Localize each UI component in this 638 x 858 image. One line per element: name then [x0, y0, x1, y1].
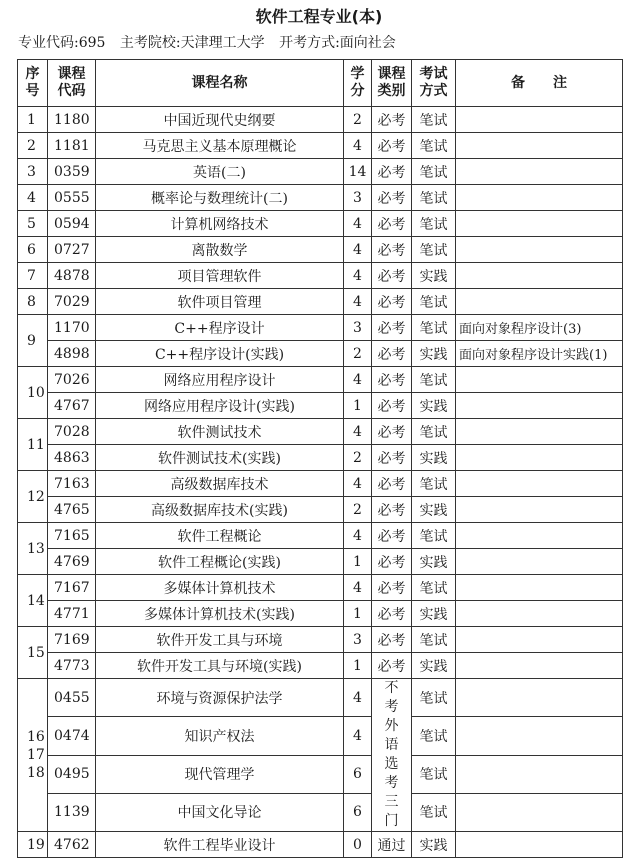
credit-cell: 4: [344, 471, 372, 497]
table-row: [18, 159, 623, 185]
seq-cell: 2: [18, 133, 48, 159]
exam-cell: 笔试: [412, 367, 456, 393]
exam-cell: 笔试: [412, 679, 456, 717]
exam-cell: 实践: [412, 497, 456, 523]
credit-cell: 14: [344, 159, 372, 185]
credit-cell: 1: [344, 601, 372, 627]
seq-cell: 4: [18, 185, 48, 211]
credit-cell: 1: [344, 653, 372, 679]
name-cell: 软件测试技术(实践): [96, 445, 344, 471]
code-cell: 7029: [48, 289, 96, 315]
credit-cell: 4: [344, 211, 372, 237]
seq-cell: 19: [18, 832, 48, 858]
exam-cell: 笔试: [412, 793, 456, 831]
table-row: [18, 471, 623, 497]
type-cell: 必考: [372, 575, 412, 601]
table-row: [18, 601, 623, 627]
exam-cell: 笔试: [412, 133, 456, 159]
credit-cell: 2: [344, 107, 372, 133]
table-row: [18, 793, 623, 831]
header-exam: 考试 方式: [412, 60, 456, 107]
table-row: [18, 211, 623, 237]
code-cell: 0594: [48, 211, 96, 237]
code-cell: 0455: [48, 679, 96, 717]
credit-cell: 4: [344, 679, 372, 717]
credit-cell: 3: [344, 627, 372, 653]
type-cell: 必考: [372, 549, 412, 575]
name-cell: 英语(二): [96, 159, 344, 185]
table-row: [18, 755, 623, 793]
type-cell: 必考: [372, 237, 412, 263]
credit-cell: 4: [344, 367, 372, 393]
code-cell: 1139: [48, 793, 96, 831]
table-row: [18, 653, 623, 679]
credit-cell: 4: [344, 133, 372, 159]
table-row: [18, 627, 623, 653]
name-cell: 项目管理软件: [96, 263, 344, 289]
credit-cell: 1: [344, 393, 372, 419]
table-row: [18, 549, 623, 575]
name-cell: C++程序设计(实践): [96, 341, 344, 367]
exam-cell: 笔试: [412, 575, 456, 601]
code-cell: 0359: [48, 159, 96, 185]
credit-cell: 4: [344, 289, 372, 315]
code-cell: 4771: [48, 601, 96, 627]
name-cell: 网络应用程序设计(实践): [96, 393, 344, 419]
code-cell: 7026: [48, 367, 96, 393]
table-row: [18, 185, 623, 211]
type-cell: 必考: [372, 393, 412, 419]
name-cell: 离散数学: [96, 237, 344, 263]
credit-cell: 2: [344, 445, 372, 471]
note-cell: [456, 832, 623, 858]
credit-cell: 2: [344, 341, 372, 367]
header-credit: 学 分: [344, 60, 372, 107]
table-row: [18, 445, 623, 471]
note-cell: [456, 419, 623, 445]
credit-cell: 4: [344, 523, 372, 549]
code-cell: 4773: [48, 653, 96, 679]
exam-cell: 笔试: [412, 755, 456, 793]
code-cell: 4898: [48, 341, 96, 367]
seq-cell: 13: [18, 523, 48, 575]
code-cell: 7163: [48, 471, 96, 497]
code-cell: 4863: [48, 445, 96, 471]
table-row: [18, 497, 623, 523]
page-title: 软件工程专业(本): [255, 7, 383, 26]
exam-cell: 笔试: [412, 159, 456, 185]
table-row: [18, 523, 623, 549]
table-row: [18, 107, 623, 133]
code-cell: 7165: [48, 523, 96, 549]
note-cell: [456, 627, 623, 653]
seq-cell: 10: [18, 367, 48, 419]
exam-cell: 笔试: [412, 717, 456, 755]
type-cell: 必考: [372, 445, 412, 471]
exam-cell: 笔试: [412, 471, 456, 497]
code-cell: 0727: [48, 237, 96, 263]
header-seq: 序 号: [18, 60, 48, 107]
exam-cell: 实践: [412, 601, 456, 627]
credit-cell: 4: [344, 263, 372, 289]
table-row: [18, 575, 623, 601]
name-cell: 现代管理学: [96, 755, 344, 793]
note-cell: [456, 263, 623, 289]
seq-cell: 14: [18, 575, 48, 627]
code-cell: 4769: [48, 549, 96, 575]
seq-cell: 8: [18, 289, 48, 315]
seq-cell: 11: [18, 419, 48, 471]
table-row: [18, 393, 623, 419]
table-row: [18, 263, 623, 289]
name-cell: 概率论与数理统计(二): [96, 185, 344, 211]
exam-cell: 笔试: [412, 523, 456, 549]
code-cell: 4765: [48, 497, 96, 523]
table-row: [18, 341, 623, 367]
exam-cell: 实践: [412, 341, 456, 367]
name-cell: 软件工程概论(实践): [96, 549, 344, 575]
table-row: [18, 289, 623, 315]
name-cell: 高级数据库技术(实践): [96, 497, 344, 523]
credit-cell: 6: [344, 793, 372, 831]
exam-mode: 开考方式:面向社会: [279, 35, 396, 51]
note-cell: [456, 185, 623, 211]
exam-cell: 实践: [412, 832, 456, 858]
name-cell: 中国文化导论: [96, 793, 344, 831]
exam-cell: 笔试: [412, 419, 456, 445]
header-note: 备 注: [456, 60, 623, 107]
table-row: [18, 679, 623, 717]
note-cell: [456, 717, 623, 755]
name-cell: 多媒体计算机技术: [96, 575, 344, 601]
exam-cell: 实践: [412, 263, 456, 289]
type-cell: 必考: [372, 523, 412, 549]
credit-cell: 4: [344, 575, 372, 601]
major-code: 专业代码:695: [18, 35, 106, 51]
type-cell: 必考: [372, 185, 412, 211]
seq-cell: 15: [18, 627, 48, 679]
credit-cell: 6: [344, 755, 372, 793]
name-cell: C++程序设计: [96, 315, 344, 341]
credit-cell: 0: [344, 832, 372, 858]
note-cell: [456, 549, 623, 575]
credit-cell: 3: [344, 315, 372, 341]
name-cell: 高级数据库技术: [96, 471, 344, 497]
seq-cell: 9: [18, 315, 48, 367]
type-cell: 必考: [372, 107, 412, 133]
type-cell: 必考: [372, 653, 412, 679]
type-cell: 必考: [372, 497, 412, 523]
code-cell: 1181: [48, 133, 96, 159]
name-cell: 中国近现代史纲要: [96, 107, 344, 133]
table-row: [18, 133, 623, 159]
exam-cell: 笔试: [412, 211, 456, 237]
note-cell: [456, 471, 623, 497]
type-cell: 必考: [372, 133, 412, 159]
header-type: 课程 类别: [372, 60, 412, 107]
name-cell: 马克思主义基本原理概论: [96, 133, 344, 159]
note-cell: [456, 133, 623, 159]
name-cell: 软件测试技术: [96, 419, 344, 445]
type-cell: 必考: [372, 419, 412, 445]
name-cell: 多媒体计算机技术(实践): [96, 601, 344, 627]
note-cell: [456, 575, 623, 601]
note-cell: [456, 159, 623, 185]
type-cell: 必考: [372, 263, 412, 289]
major-meta: [18, 32, 406, 52]
type-cell: 必考: [372, 341, 412, 367]
note-cell: [456, 497, 623, 523]
name-cell: 知识产权法: [96, 717, 344, 755]
type-cell: 必考: [372, 601, 412, 627]
table-row: [18, 367, 623, 393]
seq-cell: 16 17 18: [18, 679, 48, 832]
seq-cell: 5: [18, 211, 48, 237]
credit-cell: 4: [344, 717, 372, 755]
note-cell: [456, 367, 623, 393]
exam-cell: 实践: [412, 653, 456, 679]
exam-cell: 笔试: [412, 289, 456, 315]
exam-cell: 实践: [412, 445, 456, 471]
exam-cell: 笔试: [412, 315, 456, 341]
note-cell: [456, 793, 623, 831]
type-cell: 必考: [372, 289, 412, 315]
header-name: 课程名称: [96, 60, 344, 107]
exam-cell: 笔试: [412, 237, 456, 263]
code-cell: 4878: [48, 263, 96, 289]
table-header-row: [18, 60, 623, 107]
code-cell: 7167: [48, 575, 96, 601]
exam-cell: 笔试: [412, 107, 456, 133]
type-cell: 必考: [372, 471, 412, 497]
seq-cell: 12: [18, 471, 48, 523]
note-cell: [456, 107, 623, 133]
type-cell: 必考: [372, 367, 412, 393]
name-cell: 软件工程概论: [96, 523, 344, 549]
table-row: [18, 717, 623, 755]
name-cell: 软件工程毕业设计: [96, 832, 344, 858]
exam-cell: 笔试: [412, 627, 456, 653]
code-cell: 0555: [48, 185, 96, 211]
exam-cell: 实践: [412, 393, 456, 419]
code-cell: 0495: [48, 755, 96, 793]
name-cell: 计算机网络技术: [96, 211, 344, 237]
table-row: [18, 832, 623, 858]
type-cell: 必考: [372, 159, 412, 185]
code-cell: 1180: [48, 107, 96, 133]
code-cell: 1170: [48, 315, 96, 341]
seq-cell: 7: [18, 263, 48, 289]
note-cell: [456, 237, 623, 263]
seq-cell: 6: [18, 237, 48, 263]
note-cell: [456, 523, 623, 549]
type-cell: 必考: [372, 211, 412, 237]
code-cell: 7028: [48, 419, 96, 445]
exam-cell: 笔试: [412, 185, 456, 211]
type-cell: 必考: [372, 627, 412, 653]
table-row: [18, 315, 623, 341]
note-cell: [456, 393, 623, 419]
note-cell: [456, 601, 623, 627]
type-cell: 通过: [372, 832, 412, 858]
type-cell: 必考: [372, 315, 412, 341]
credit-cell: 3: [344, 185, 372, 211]
credit-cell: 1: [344, 549, 372, 575]
credit-cell: 2: [344, 497, 372, 523]
type-cell: 不考外语选考三门: [372, 679, 412, 832]
code-cell: 0474: [48, 717, 96, 755]
note-cell: 面向对象程序设计实践(1): [456, 341, 623, 367]
note-cell: [456, 211, 623, 237]
code-cell: 7169: [48, 627, 96, 653]
code-cell: 4767: [48, 393, 96, 419]
table-row: [18, 237, 623, 263]
name-cell: 网络应用程序设计: [96, 367, 344, 393]
credit-cell: 4: [344, 419, 372, 445]
header-code: 课程 代码: [48, 60, 96, 107]
name-cell: 软件开发工具与环境: [96, 627, 344, 653]
note-cell: 面向对象程序设计(3): [456, 315, 623, 341]
exam-school: 主考院校:天津理工大学: [119, 35, 265, 51]
note-cell: [456, 679, 623, 717]
table-row: [18, 419, 623, 445]
seq-cell: 1: [18, 107, 48, 133]
exam-cell: 实践: [412, 549, 456, 575]
name-cell: 软件开发工具与环境(实践): [96, 653, 344, 679]
note-cell: [456, 653, 623, 679]
note-cell: [456, 445, 623, 471]
course-table: [17, 59, 623, 858]
code-cell: 4762: [48, 832, 96, 858]
note-cell: [456, 755, 623, 793]
note-cell: [456, 289, 623, 315]
name-cell: 软件项目管理: [96, 289, 344, 315]
credit-cell: 4: [344, 237, 372, 263]
name-cell: 环境与资源保护法学: [96, 679, 344, 717]
seq-cell: 3: [18, 159, 48, 185]
